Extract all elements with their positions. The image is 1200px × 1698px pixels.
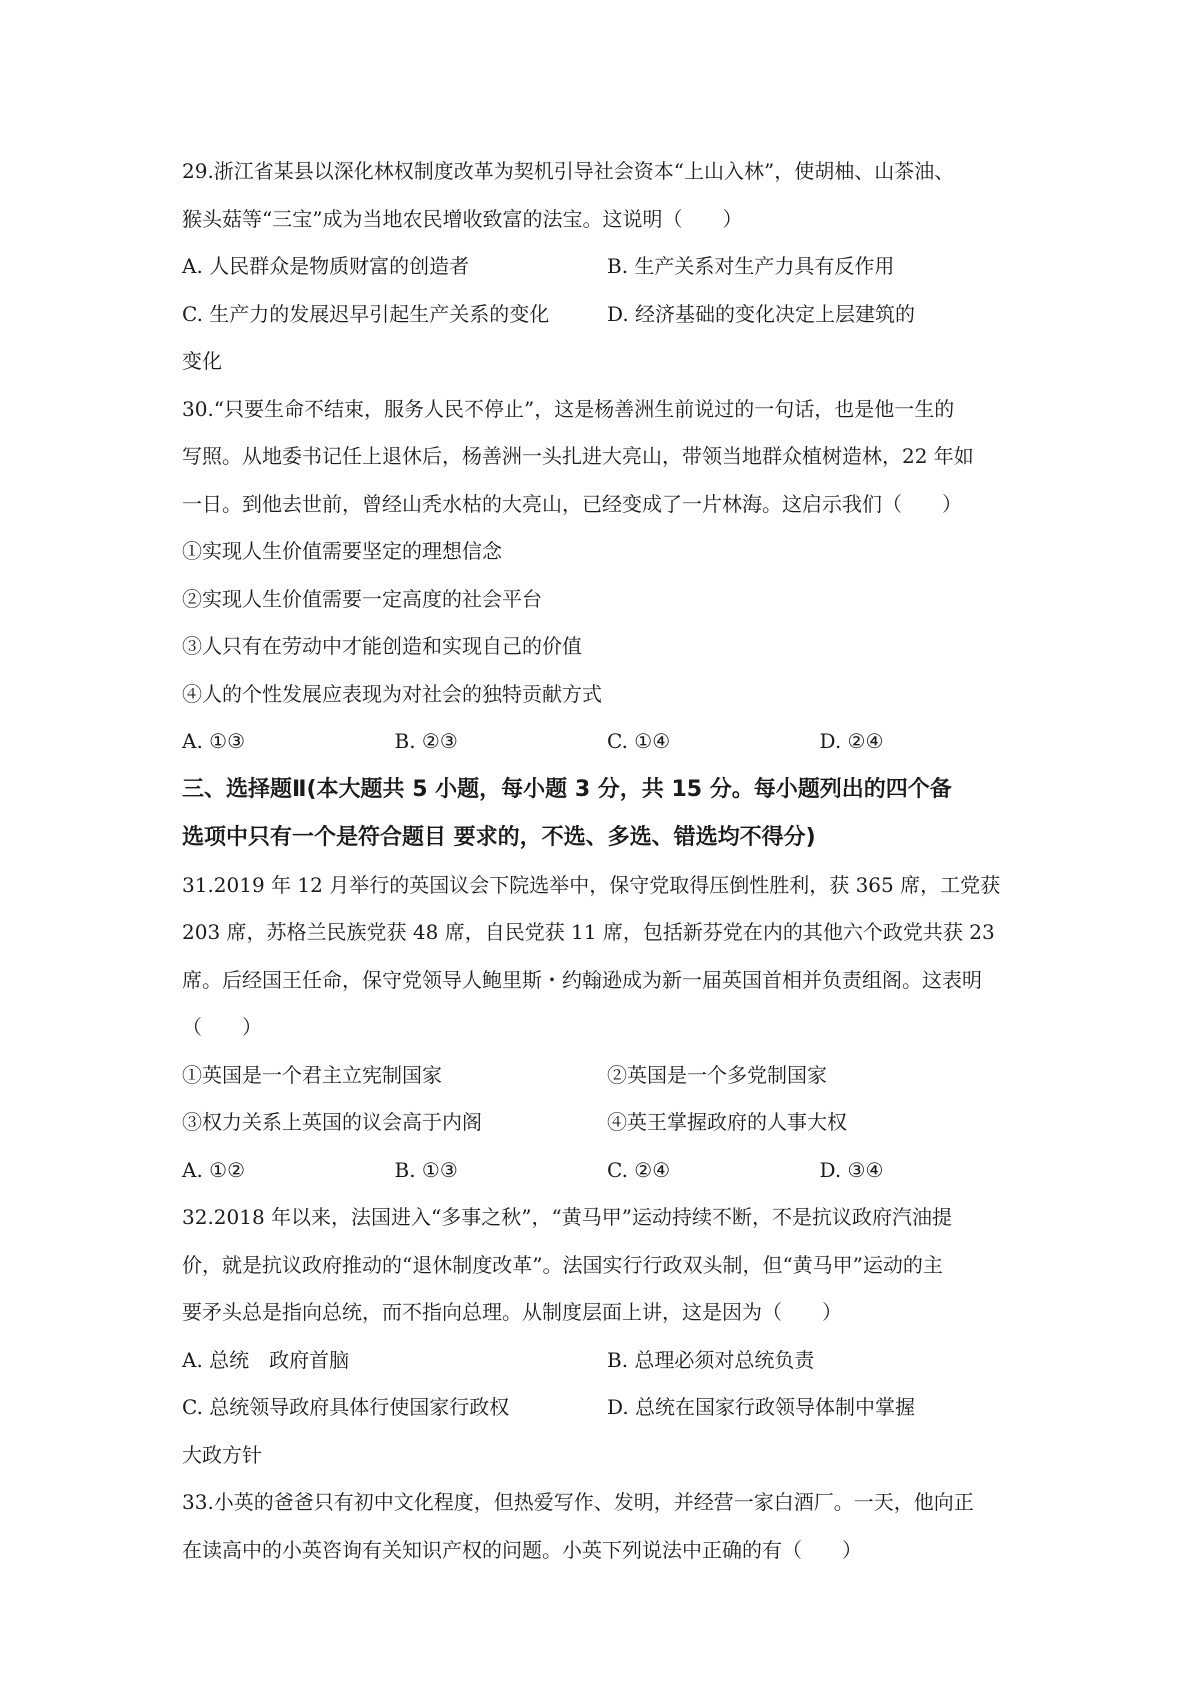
q29-options-row-2: [182, 291, 1032, 339]
q31-stem-line-1: 31.2019 年 12 月举行的英国议会下院选举中，保守党取得压倒性胜利，获 365 席，工党获: [182, 872, 1001, 897]
q32-option-c: C. 总统领导政府具体行使国家行政权: [182, 1395, 510, 1419]
q31-item-4: ④英王掌握政府的人事大权: [607, 1110, 847, 1134]
q33-stem-line-1: 33.小英的爸爸只有初中文化程度，但热爱写作、发明，并经营一家白酒厂。一天，他向正: [182, 1490, 974, 1514]
q29-options-row-1: [182, 243, 1032, 291]
q30-stem-line-1: 30.“只要生命不结束，服务人民不停止”，这是杨善洲生前说过的一句话，也是他一生的: [182, 396, 955, 421]
q30-item-1: ①实现人生价值需要坚定的理想信念: [182, 539, 502, 563]
q30-option-a: A. ①③: [182, 729, 246, 753]
q29-stem-line-1: 29.浙江省某县以深化林权制度改革为契机引导社会资本“上山入林”，使胡柚、山茶油、: [182, 159, 955, 183]
q32-option-b: B. 总理必须对总统负责: [607, 1347, 815, 1372]
q30-options-row: [182, 718, 1032, 766]
q29-option-d-continuation: 变化: [182, 349, 222, 373]
q29-option-a: A. 人民群众是物质财富的创造者: [182, 254, 470, 278]
q30-stem-line-2: 写照。从地委书记任上退休后，杨善洲一头扎进大亮山，带领当地群众植树造林，22 年如: [182, 444, 974, 468]
q31-option-b: B. ①③: [394, 1157, 458, 1182]
q31-stem-line-2: 203 席，苏格兰民族党获 48 席，自民党获 11 席，包括新芬党在内的其他六个政党共获 23: [182, 920, 995, 944]
q30-item-4: ④人的个性发展应表现为对社会的独特贡献方式: [182, 681, 602, 706]
q31-option-d: D. ③④: [819, 1157, 884, 1182]
q30-option-b: B. ②③: [394, 729, 458, 753]
exam-page: [182, 148, 1032, 1574]
section-3-heading-line-2: 选项中只有一个是符合题目 要求的，不选、多选、错选均不得分): [182, 824, 816, 850]
q31-option-c: C. ②④: [607, 1157, 671, 1182]
q29-option-d: D. 经济基础的变化决定上层建筑的: [607, 301, 916, 326]
q31-options-row: [182, 1147, 1032, 1195]
q30-stem-line-3: 一日。到他去世前，曾经山秃水枯的大亮山，已经变成了一片林海。这启示我们（ ）: [182, 491, 962, 516]
q31-item-3: ③权力关系上英国的议会高于内阁: [182, 1110, 482, 1134]
q32-options-row-2: [182, 1384, 1032, 1432]
q33-stem-line-2: 在读高中的小英咨询有关知识产权的问题。小英下列说法中正确的有（ ）: [182, 1537, 862, 1562]
q30-item-2: ②实现人生价值需要一定高度的社会平台: [182, 586, 542, 611]
q31-item-2: ②英国是一个多党制国家: [607, 1062, 827, 1087]
q30-option-d: D. ②④: [819, 729, 884, 753]
q30-item-3: ③人只有在劳动中才能创造和实现自己的价值: [182, 634, 582, 658]
q32-options-row-1: [182, 1337, 1032, 1385]
q32-option-d: D. 总统在国家行政领导体制中掌握: [607, 1395, 916, 1419]
q29-option-b: B. 生产关系对生产力具有反作用: [607, 254, 895, 278]
q29-option-c: C. 生产力的发展迟早引起生产关系的变化: [182, 301, 550, 326]
section-3-heading-line-1: 三、选择题Ⅱ(本大题共 5 小题，每小题 3 分，共 15 分。每小题列出的四个备: [182, 776, 952, 802]
q31-items-row-2: [182, 1099, 1032, 1147]
q32-stem-line-2: 价，就是抗议政府推动的“退休制度改革”。法国实行行政双头制，但“黄马甲”运动的主: [182, 1252, 943, 1277]
q31-items-row-1: [182, 1052, 1032, 1100]
q32-stem-line-1: 32.2018 年以来，法国进入“多事之秋”，“黄马甲”运动持续不断，不是抗议政府汽油提: [182, 1205, 952, 1229]
q30-option-c: C. ①④: [607, 729, 671, 753]
q31-item-1: ①英国是一个君主立宪制国家: [182, 1062, 442, 1087]
q32-option-a: A. 总统 政府首脑: [182, 1347, 350, 1372]
q31-stem-line-4: （ ）: [182, 1015, 262, 1039]
q32-option-d-continuation: 大政方针: [182, 1442, 262, 1467]
q31-option-a: A. ①②: [182, 1157, 246, 1182]
q32-stem-line-3: 要矛头总是指向总统，而不指向总理。从制度层面上讲，这是因为（ ）: [182, 1300, 842, 1324]
q29-stem-line-2: 猴头菇等“三宝”成为当地农民增收致富的法宝。这说明（ ）: [182, 206, 743, 231]
q31-stem-line-3: 席。后经国王任命，保守党领导人鲍里斯・约翰逊成为新一届英国首相并负责组阁。这表明: [182, 967, 982, 992]
